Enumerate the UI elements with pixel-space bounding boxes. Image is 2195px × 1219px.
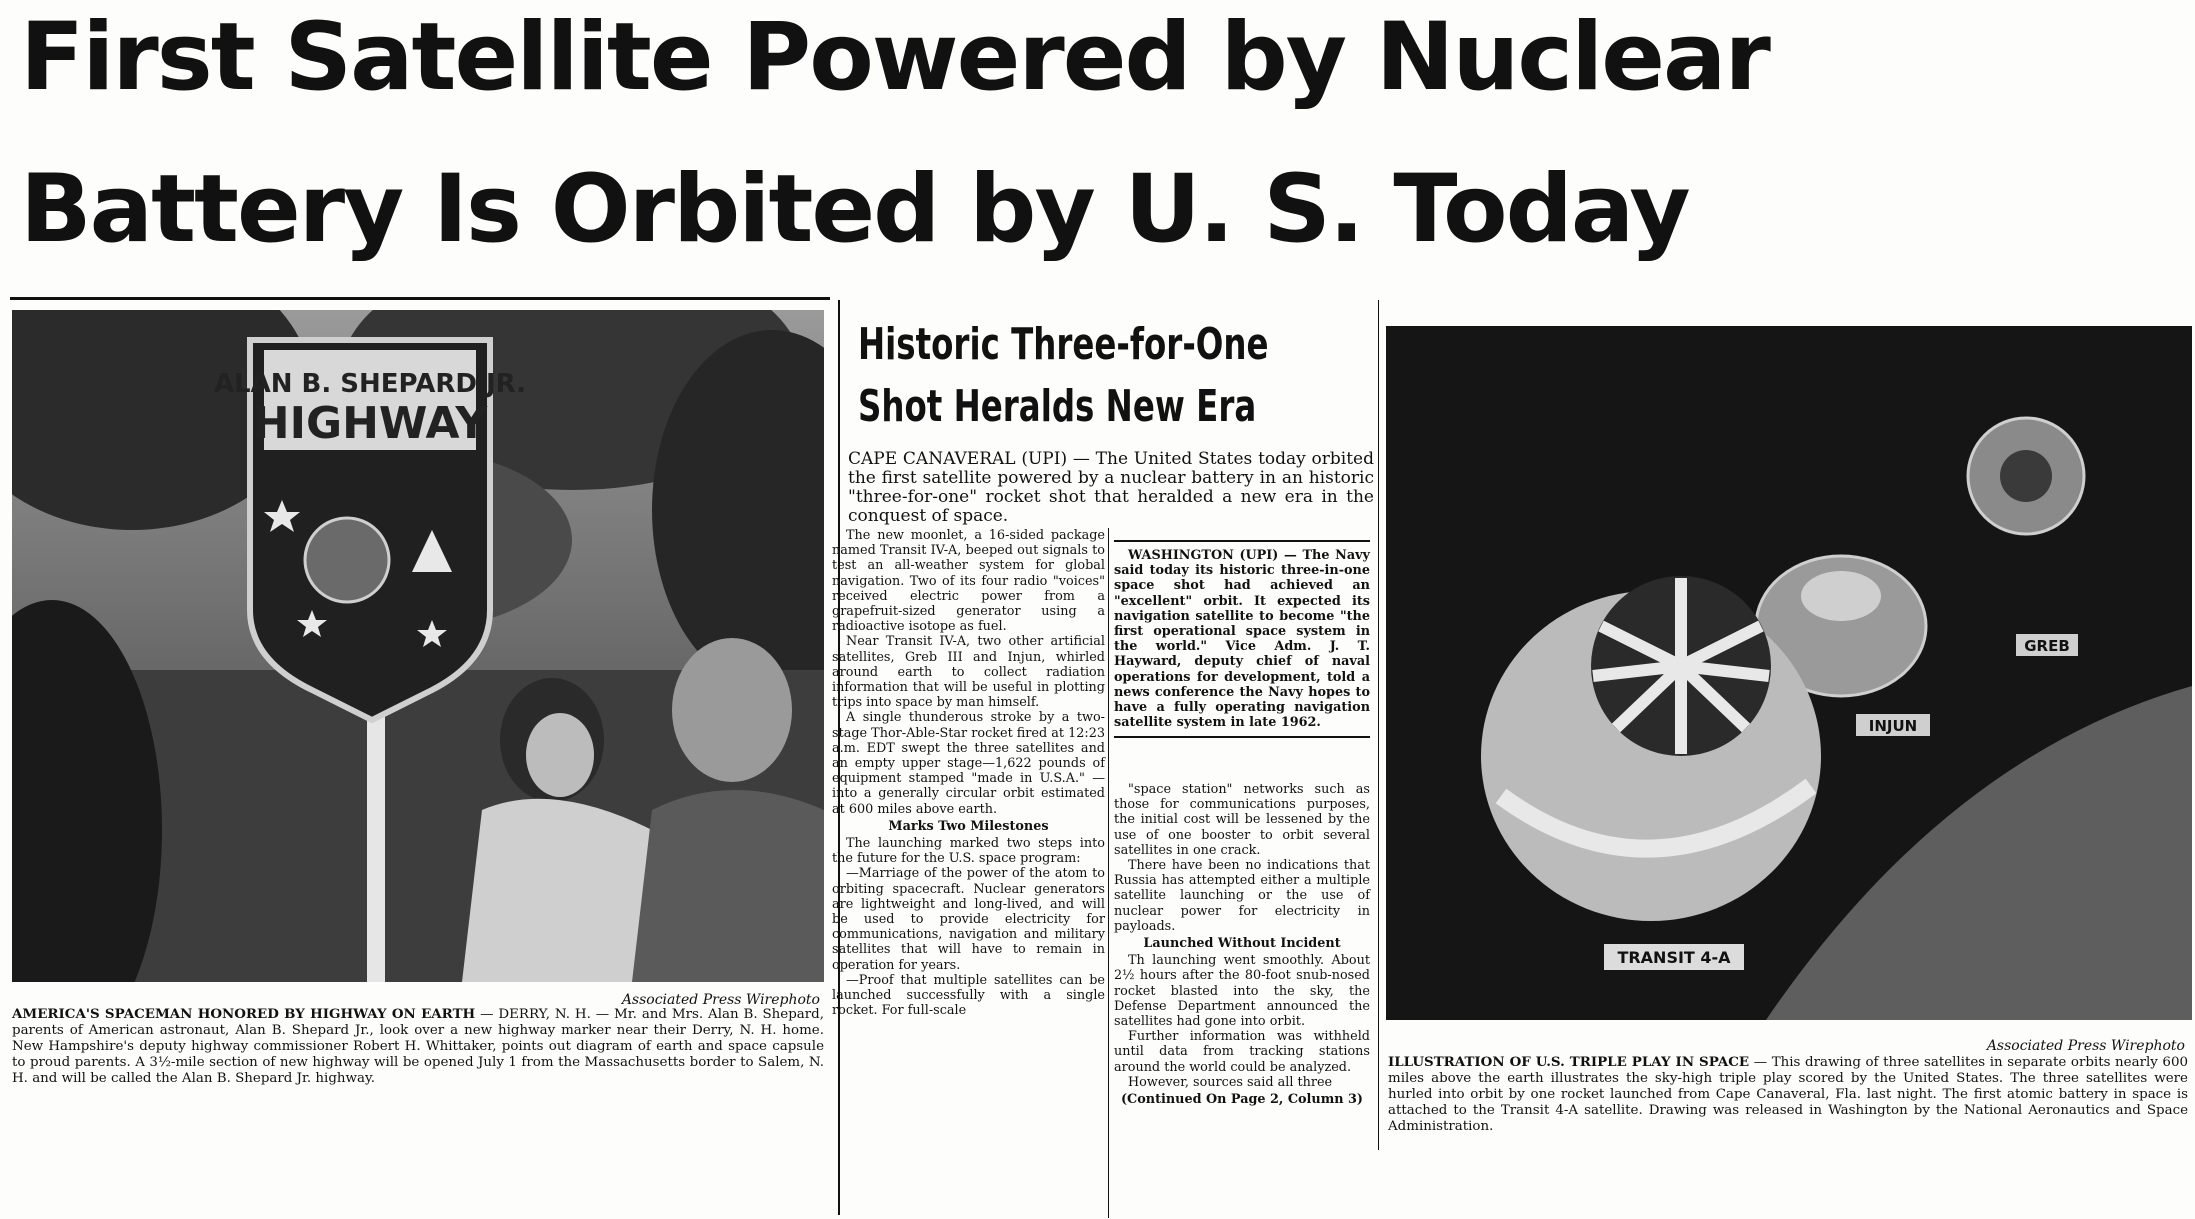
col1-subhead: Marks Two Milestones <box>888 818 1049 834</box>
right-photo-credit: Associated Press Wirephoto <box>1986 1038 2185 1054</box>
col2-paragraph: Further information was withheld until data from tracking stations around the world could be analyzed. <box>1114 1029 1370 1075</box>
story-lede: CAPE CANAVERAL (UPI) — The United States today orbited the first satellite powered by a nuclear battery in an historic "three-for-one" rocket shot that heralded a new era in the conquest of space. <box>848 449 1374 526</box>
satellites-illustration <box>1386 326 2192 1020</box>
col2-paragraph: However, sources said all three <box>1128 1074 1333 1090</box>
inner-column-divider <box>1108 528 1109 1218</box>
story-column-1 <box>832 528 1105 1019</box>
col1-paragraph: The launching marked two steps into the future for the U.S. space program: <box>832 836 1105 867</box>
col2-paragraph: Th launching went smoothly. About 2½ hours after the 80-foot snub-nosed rocket blasted into the sky, the Defense Department announced the satellites had gone into orbit. <box>1114 953 1370 1030</box>
satellite-drawing <box>1386 326 2192 1020</box>
right-photo-caption <box>1388 1054 2188 1135</box>
left-photo-caption <box>12 1006 824 1087</box>
col1-paragraph: —Marriage of the power of the atom to orbiting spacecraft. Nuclear generators are lightweight and long-lived, and will be used to provide electricity for communications, navigation and military satellites that will have to remain in operation for years. <box>832 866 1105 973</box>
col2-paragraph: "space station" networks such as those for communications purposes, the initial cost will be lessened by the use of one booster to orbit several satellites in one crack. <box>1114 782 1370 858</box>
column-divider-2 <box>1378 300 1379 1150</box>
rule-left <box>10 297 830 300</box>
col1-paragraph: —Proof that multiple satellites can be launched successfully with a single rocket. For full-scale <box>832 972 1105 1019</box>
story-subhead-line-1: Historic Three-for-One <box>858 319 1269 370</box>
label-injun: INJUN <box>1868 717 1918 735</box>
right-caption-body: — This drawing of three satellites in separate orbits nearly 600 miles above the earth illustrates the sky-high triple play scored by the United States. The three satellites were hurled into orbit by one rocket launched from Cape Canaveral, Fla. last night. The first atomic battery in space is attached to the Transit 4-A satellite. Drawing was released in Washington by the National Aeronautics and Space Administration. <box>1388 1055 2188 1134</box>
continued-line: (Continued On Page 2, Column 3) <box>1121 1092 1363 1108</box>
left-caption-lead: AMERICA'S SPACEMAN HONORED BY HIGHWAY ON EARTH <box>12 1006 476 1022</box>
sign-text-highway: HIGHWAY <box>252 398 488 449</box>
label-greb: GREB <box>2024 637 2070 655</box>
story-column-2 <box>1114 782 1370 1109</box>
col2-paragraph: There have been no indications that Russia has attempted either a multiple satellite launching or the use of nuclear power for electricity in payloads. <box>1114 858 1370 934</box>
story-subhead-line-2: Shot Heralds New Era <box>858 381 1257 432</box>
washington-box <box>1114 540 1370 738</box>
headline-line-1: First Satellite Powered by Nuclear <box>20 3 1769 112</box>
sign-text-name: ALAN B. SHEPARD JR. <box>213 369 527 399</box>
left-caption-body: — DERRY, N. H. — Mr. and Mrs. Alan B. Shepard, parents of American astronaut, Alan B. Shepard Jr., look over a new highway marker near their Derry, N. H. home. New Hampshire's deputy highway commissioner Robert H. Whittaker, points out diagram of earth and space capsule to proud parents. A 3½-mile section of new highway will be opened July 1 from the Massachusetts border to Salem, N. H. and will be called the Alan B. Shepard Jr. highway. <box>12 1007 824 1086</box>
col2-subhead: Launched Without Incident <box>1143 936 1341 952</box>
right-caption-lead: ILLUSTRATION OF U.S. TRIPLE PLAY IN SPACE <box>1388 1054 1750 1070</box>
left-photo-credit: Associated Press Wirephoto <box>621 992 820 1008</box>
col1-paragraph: A single thunderous stroke by a two-stage Thor-Able-Star rocket fired at 12:23 a.m. EDT swept the three satellites and an empty upper stage—1,622 pounds of equipment stamped "made in U.S.A." —into a generally circular orbit estimated at 600 miles above earth. <box>832 710 1105 817</box>
label-transit: TRANSIT 4-A <box>1617 948 1731 967</box>
photo-illustration <box>12 310 824 982</box>
col1-paragraph: Near Transit IV-A, two other artificial satellites, Greb III and Injun, whirled around earth to collect radiation information that will be useful in plotting trips into space by man himself. <box>832 634 1105 711</box>
shepard-highway-photo <box>12 310 824 982</box>
col1-paragraph: The new moonlet, a 16-sided package named Transit IV-A, beeped out signals to test an all-weather system for global navigation. Two of its four radio "voices" received electric power from a grapefruit-sized generator using a radioactive isotope as fuel. <box>832 528 1105 635</box>
washington-box-text: WASHINGTON (UPI) — The Navy said today its historic three-in-one space shot had achieved an "excellent" orbit. It expected its navigation satellite to become "the first operational space system in the world." Vice Adm. J. T. Hayward, deputy chief of naval operations for development, told a news conference the Navy hopes to have a fully operating navigation satellite system in late 1962. <box>1114 548 1370 731</box>
headline-line-2: Battery Is Orbited by U. S. Today <box>20 155 1689 264</box>
